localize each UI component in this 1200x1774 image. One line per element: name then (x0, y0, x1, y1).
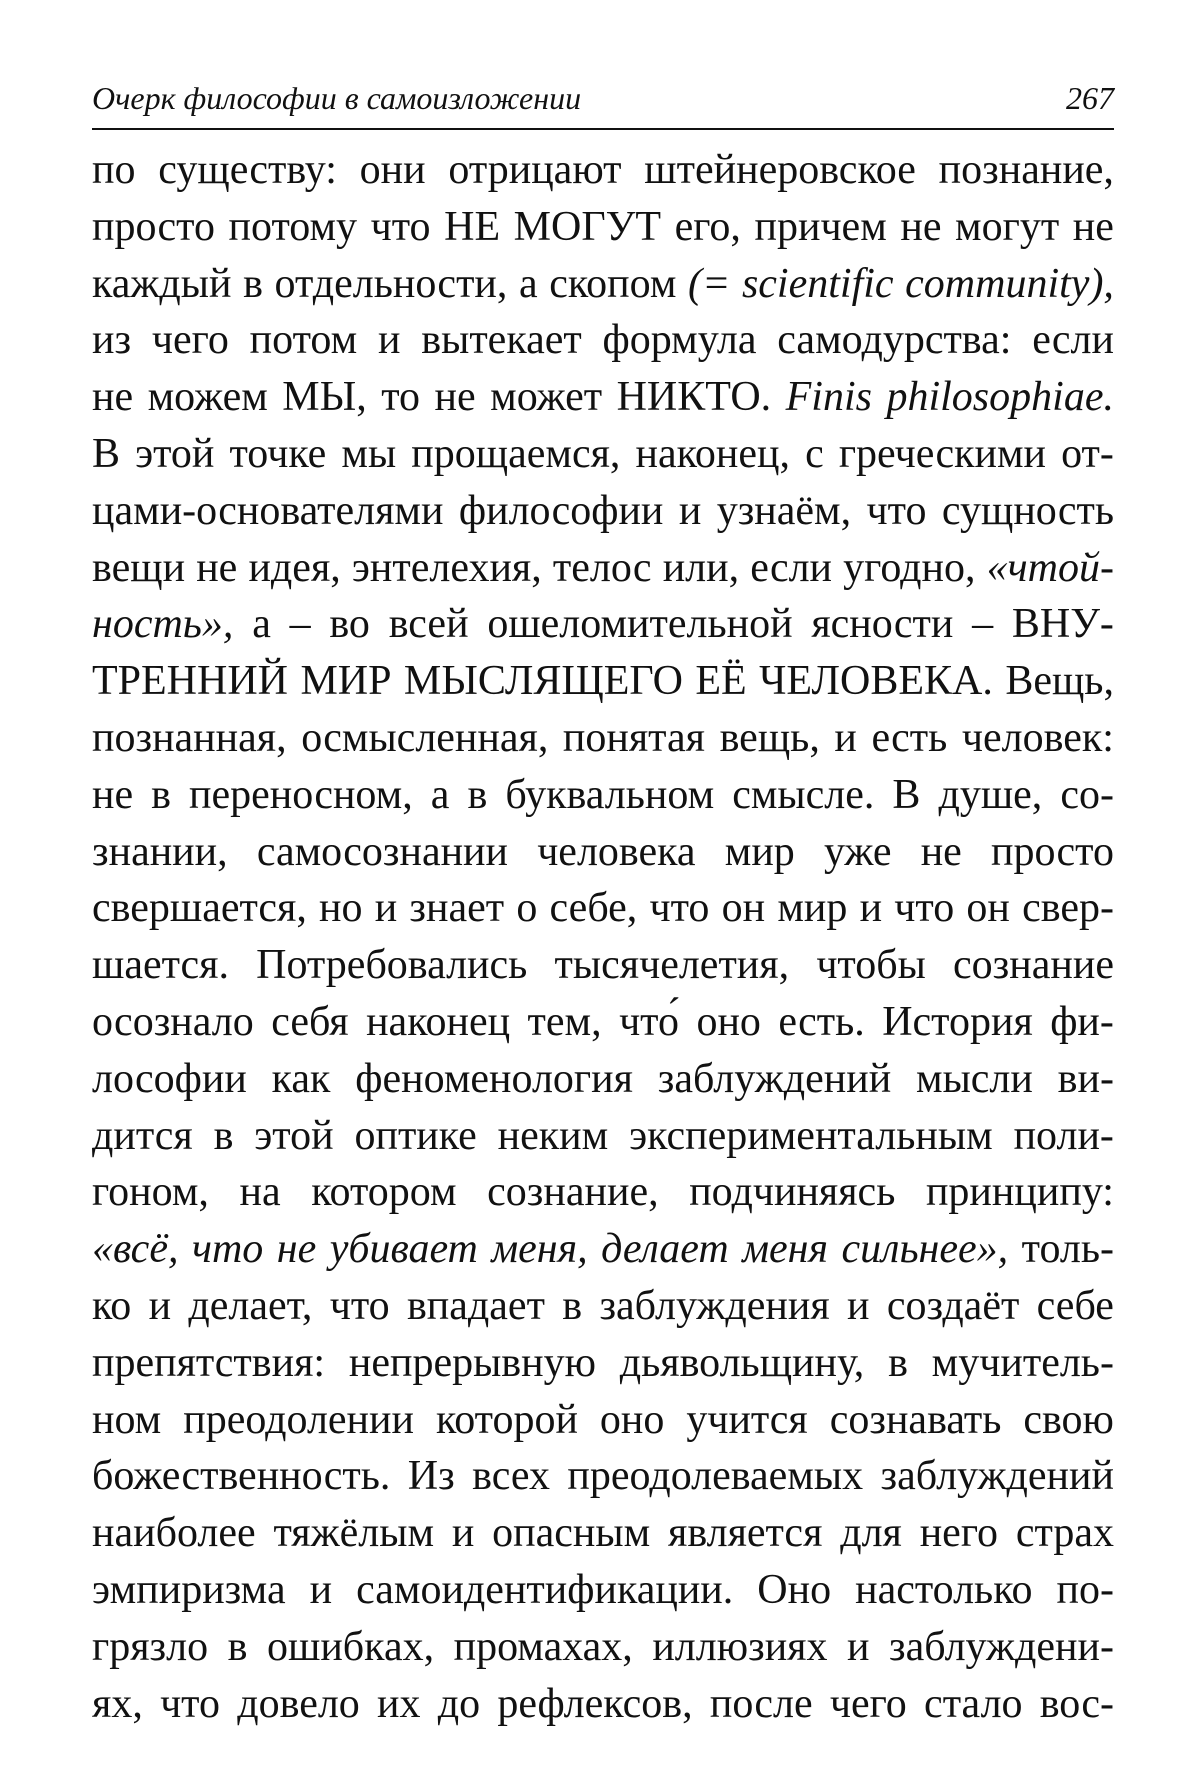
word: а (252, 601, 271, 648)
word: что (160, 1680, 220, 1727)
word: создаёт (886, 1282, 1020, 1329)
word: История (882, 998, 1033, 1045)
word: стало (924, 1680, 1023, 1727)
word: каждый (92, 260, 232, 307)
word: является (668, 1510, 823, 1557)
word: душе, (938, 771, 1043, 818)
word: ВНУ- (1011, 601, 1114, 648)
text-line (92, 710, 1114, 767)
text-line (92, 1108, 1114, 1165)
word: если (1032, 317, 1114, 364)
text-line (92, 426, 1114, 483)
word: угодно, (843, 544, 976, 591)
word: прощаемся, (411, 430, 621, 477)
word: меня, (491, 1226, 588, 1273)
word: неким (497, 1112, 609, 1159)
word: Потребовались (256, 942, 528, 989)
word: то (381, 374, 421, 421)
word: или, (662, 544, 740, 591)
word: самосознании (256, 828, 509, 875)
word: наиболее (92, 1510, 256, 1557)
word: экспериментальным (629, 1112, 993, 1159)
word: дится (92, 1112, 193, 1159)
text-line (92, 483, 1114, 540)
word: узнаём, (716, 487, 852, 534)
word: человек: (961, 714, 1114, 761)
word: чего (151, 317, 229, 364)
word: в (243, 260, 263, 307)
word: не (1072, 203, 1114, 250)
text-line (92, 142, 1114, 199)
word: не (434, 374, 476, 421)
word: вещи (92, 544, 186, 591)
word: вытекает (421, 317, 582, 364)
word: уже (823, 828, 892, 875)
word: если (750, 544, 833, 591)
word: «всё, (92, 1226, 179, 1273)
word: МОГУТ (513, 203, 662, 250)
text-line (92, 994, 1114, 1051)
word: и (847, 1282, 870, 1329)
word: мучитель- (931, 1339, 1114, 1386)
word: самоидентификации. (356, 1566, 734, 1613)
word: – (289, 601, 311, 648)
word: довело (237, 1680, 360, 1727)
word: чего (829, 1680, 907, 1727)
word: божественность. (92, 1453, 391, 1500)
word: цами-основателями (92, 487, 444, 534)
word: себя (271, 998, 349, 1045)
word: идея, (248, 544, 341, 591)
text-line (92, 937, 1114, 994)
word: МЫСЛЯЩЕГО (403, 658, 683, 705)
running-head (92, 70, 1114, 130)
word: греческими (838, 430, 1047, 477)
word: что (329, 1282, 390, 1329)
word: человека (537, 828, 696, 875)
word: делает, (188, 1282, 313, 1329)
word: из (92, 317, 132, 364)
text-line (92, 1448, 1114, 1505)
word: наконец, (635, 430, 790, 477)
word: могут (955, 203, 1060, 250)
word: ТРЕННИЙ (92, 658, 288, 705)
word: не (92, 374, 134, 421)
word: энтелехия, (351, 544, 542, 591)
word: не (920, 828, 962, 875)
word: не (276, 1226, 317, 1273)
word: philosophiae. (886, 374, 1114, 421)
word: просто (991, 828, 1114, 875)
word: В (92, 430, 121, 477)
word: – (972, 601, 994, 648)
word: понятая (562, 714, 706, 761)
word: скопом (549, 260, 677, 307)
word: для (840, 1510, 902, 1557)
word: ошеломительной (487, 601, 793, 648)
word: непрерывную (348, 1339, 596, 1386)
word: штейнеровское (644, 147, 916, 193)
body-text (92, 142, 1114, 1732)
text-line (92, 880, 1114, 937)
word: сильнее», (841, 1226, 1009, 1273)
word: что (370, 203, 431, 250)
text-line (92, 312, 1114, 369)
word: феноменология (355, 1055, 633, 1102)
word: scientific (741, 260, 894, 307)
text-line (92, 653, 1114, 710)
word: он (966, 885, 1010, 932)
word: его, (674, 203, 741, 250)
word: их (377, 1680, 421, 1727)
word: телос (552, 544, 652, 591)
word: свою (1023, 1396, 1114, 1443)
word: а (519, 260, 538, 307)
word: до (437, 1680, 481, 1727)
text-line (92, 1619, 1114, 1676)
word: отдельности, (274, 260, 508, 307)
word: он (721, 885, 766, 932)
word: в (562, 1282, 583, 1329)
text-line (92, 1392, 1114, 1449)
word: они (359, 147, 426, 193)
word: препятствия: (92, 1339, 326, 1386)
word: ность», (92, 601, 234, 648)
word: грязло (92, 1623, 209, 1670)
word: отрицают (448, 147, 622, 193)
word: в (213, 1112, 234, 1159)
word: вещь, (719, 714, 820, 761)
word: которой (435, 1396, 578, 1443)
text-line (92, 1505, 1114, 1562)
word: потом (249, 317, 358, 364)
word: шается. (92, 942, 229, 989)
word: в (151, 771, 171, 818)
word: что (866, 487, 927, 534)
text-line (92, 256, 1114, 313)
word: о (516, 885, 538, 932)
word: потому (228, 203, 358, 250)
word: что́ (619, 998, 679, 1045)
text-line (92, 767, 1114, 824)
word: есть (871, 714, 948, 761)
word: есть. (778, 998, 865, 1045)
word: наконец (366, 998, 511, 1045)
word: сознание, (487, 1169, 659, 1216)
word: лософии (92, 1055, 247, 1102)
running-head-title: Очерк философии в самоизложении (92, 80, 582, 116)
word: эмпиризма (92, 1566, 286, 1613)
word: ви- (1057, 1055, 1114, 1102)
word: преодолении (183, 1396, 414, 1443)
word: себе, (549, 885, 638, 932)
word: Вещь, (1005, 658, 1114, 705)
word: ко (92, 1282, 132, 1329)
word: настолько (855, 1566, 1033, 1613)
word: на (239, 1169, 281, 1216)
word: мы (341, 430, 397, 477)
word: не (92, 771, 134, 818)
word: по- (1056, 1566, 1114, 1613)
word: заблуждени- (889, 1623, 1114, 1670)
text-line (92, 1562, 1114, 1619)
word: ях, (92, 1680, 143, 1727)
word: самодурства: (777, 317, 1012, 364)
word: оно (696, 998, 761, 1045)
text-line (92, 199, 1114, 256)
word: и (678, 487, 702, 534)
word: и (309, 1566, 333, 1613)
word: убивает (329, 1226, 478, 1273)
word: смысле. (732, 771, 875, 818)
word: В (892, 771, 921, 818)
word: свер- (1022, 885, 1114, 932)
word: и (451, 1510, 475, 1557)
word: community), (905, 260, 1114, 307)
text-line (92, 1335, 1114, 1392)
word: после (709, 1680, 813, 1727)
word: ошибках, (266, 1623, 435, 1670)
text-line (92, 1676, 1114, 1733)
word: этой (135, 430, 215, 477)
word: дьявольщину, (619, 1339, 865, 1386)
text-line (92, 596, 1114, 653)
word: ЕЁ (695, 658, 747, 705)
word: что (894, 885, 955, 932)
word: ЧЕЛОВЕКА. (759, 658, 993, 705)
word: преодолеваемых (567, 1453, 864, 1500)
word: может (490, 374, 603, 421)
word: чтобы (816, 942, 926, 989)
word: философии (458, 487, 664, 534)
word: заблуждения (599, 1282, 830, 1329)
word: а (430, 771, 450, 818)
word: МИР (300, 658, 392, 705)
word: не (196, 544, 238, 591)
word: знании, (92, 828, 228, 875)
word: промахах, (453, 1623, 633, 1670)
word: котором (311, 1169, 457, 1216)
text-line (92, 1278, 1114, 1335)
word: опасным (492, 1510, 651, 1557)
text-line (92, 1164, 1114, 1221)
word: в (888, 1339, 908, 1386)
word: рефлексов, (497, 1680, 693, 1727)
word: от- (1061, 430, 1114, 477)
word: НЕ (444, 203, 501, 250)
text-line (92, 1051, 1114, 1108)
word: тысячелетия, (554, 942, 790, 989)
word: всей (388, 601, 469, 648)
word: всех (472, 1453, 550, 1500)
word: и (859, 885, 883, 932)
word: ясности (811, 601, 954, 648)
word: сознавать (829, 1396, 1002, 1443)
word: МЫ, (282, 374, 367, 421)
word: Finis (785, 374, 872, 421)
word: знает (409, 885, 505, 932)
word: буквальном (505, 771, 715, 818)
word: сознание (953, 942, 1114, 989)
word: свершается, (92, 885, 307, 932)
word: можем (147, 374, 268, 421)
page-number: 267 (1066, 80, 1114, 116)
word: заблуждений (657, 1055, 892, 1102)
word: в (467, 771, 488, 818)
word: в (227, 1623, 248, 1670)
word: страх (1015, 1510, 1114, 1557)
word: мир (724, 828, 795, 875)
word: мир (777, 885, 848, 932)
word: осмысленная, (301, 714, 549, 761)
word: тем, (527, 998, 602, 1045)
word: него (919, 1510, 999, 1557)
word: но (319, 885, 363, 932)
word: переносном, (189, 771, 413, 818)
word: этой (254, 1112, 334, 1159)
word: ном (92, 1396, 162, 1443)
word: по (92, 147, 136, 193)
word: гоном, (92, 1169, 209, 1216)
word: с (805, 430, 824, 477)
word: впадает (406, 1282, 545, 1329)
word: просто (92, 203, 215, 250)
word: фи- (1050, 998, 1114, 1045)
word: Оно (757, 1566, 832, 1613)
word: причем (754, 203, 887, 250)
word: познанная, (92, 714, 287, 761)
word: иллюзиях (652, 1623, 828, 1670)
word: как (271, 1055, 331, 1102)
word: оно (599, 1396, 665, 1443)
word: принципу: (925, 1169, 1114, 1216)
word: заблуждений (880, 1453, 1114, 1500)
word: во (329, 601, 370, 648)
word: (= (688, 260, 731, 307)
word: точке (229, 430, 327, 477)
word: не (900, 203, 942, 250)
word: подчиняясь (689, 1169, 896, 1216)
word: осознало (92, 998, 254, 1045)
word: меня (742, 1226, 829, 1273)
text-line (92, 540, 1114, 597)
text-line (92, 1221, 1114, 1278)
word: формула (602, 317, 757, 364)
word: учится (686, 1396, 808, 1443)
word: мысли (915, 1055, 1033, 1102)
word: толь- (1021, 1226, 1114, 1273)
text-line (92, 824, 1114, 881)
word: себе (1036, 1282, 1114, 1329)
word: познание, (938, 147, 1114, 193)
word: поли- (1013, 1112, 1114, 1159)
word: и (374, 885, 398, 932)
word: «чтой- (986, 544, 1114, 591)
word: что (649, 885, 710, 932)
word: существу: (158, 147, 337, 193)
word: Из (407, 1453, 455, 1500)
word: что (191, 1226, 264, 1273)
word: НИКТО. (616, 374, 772, 421)
word: тяжёлым (273, 1510, 435, 1557)
book-page (92, 70, 1114, 1727)
word: вос- (1039, 1680, 1114, 1727)
word: и (834, 714, 857, 761)
word: делает (601, 1226, 729, 1273)
word: оптике (354, 1112, 477, 1159)
text-line (92, 369, 1114, 426)
word: и (148, 1282, 172, 1329)
word: сущность (941, 487, 1114, 534)
word: и (377, 317, 401, 364)
word: и (847, 1623, 870, 1670)
word: со- (1060, 771, 1114, 818)
